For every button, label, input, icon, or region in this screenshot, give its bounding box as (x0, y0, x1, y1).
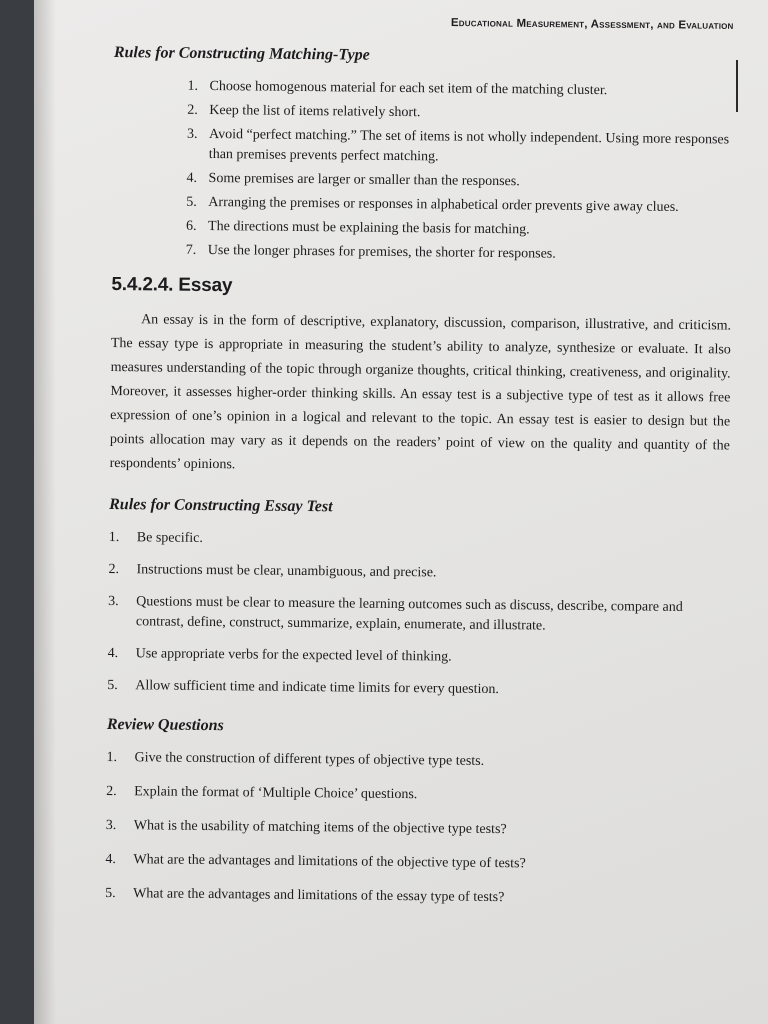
list-item-text: Use the longer phrases for premises, the shorter for responses. (207, 242, 556, 262)
list-item (186, 193, 732, 219)
list-item (108, 592, 728, 638)
list-item (106, 782, 726, 808)
list-number: 6. (186, 218, 197, 234)
list-item (108, 560, 728, 586)
list-item-text: Be specific. (136, 530, 203, 546)
review-questions-list (105, 748, 727, 910)
list-item-text: Give the construction of different types of objective type tests. (134, 750, 485, 769)
list-item (109, 528, 729, 554)
list-item-text: Avoid “perfect matching.” The set of items is not wholly independent. Using more responses than premises prevents perfect matching. (208, 127, 730, 165)
margin-bar (736, 60, 738, 112)
list-item-text: Some premises are larger or smaller than the responses. (208, 170, 520, 190)
essay-rules-heading: Rules for Constructing Essay Test (109, 495, 333, 516)
matching-rules-heading: Rules for Constructing Matching-Type (113, 44, 370, 64)
list-number: 2. (106, 783, 117, 800)
essay-paragraph: An essay is in the form of descriptive, explanatory, discussion, comparison, illustrative, and criticism. The essay type is appropriate in measuring the student’s ability to analyze, synthesize or evaluate. It also measures understanding of the topic through organize thoughts, critical thinking, creativeness, and originality. Moreover, it assesses higher-order thinking skills. An essay test is a subjective type of test as it allows free expression of one’s opinion in a logical and relevant to the topic. An essay test is easier to design but the points allocation may vary as it depends on the readers’ point of view on the quality and quantity of the respondents’ opinions. (109, 312, 732, 473)
list-number: 3. (105, 817, 117, 834)
list-item (186, 217, 732, 243)
list-item (106, 816, 726, 842)
list-number: 5. (107, 677, 118, 694)
list-number: 5. (105, 885, 116, 902)
list-number: 1. (106, 749, 118, 766)
list-item-text: Use appropriate verbs for the expected level of thinking. (135, 646, 452, 665)
review-questions-heading: Review Questions (106, 715, 224, 735)
list-item-text: Arranging the premises or responses in alphabetical order prevents give away clues. (208, 194, 679, 215)
list-item-text: Explain the format of ‘Multiple Choice’ questions. (134, 784, 418, 803)
running-head: Educational Measurement, Assessment, and Evaluation (451, 17, 734, 32)
list-item (187, 125, 733, 171)
list-item (107, 676, 727, 702)
list-item-text: Questions must be clear to measure the learning outcomes such as discuss, describe, compare and contrast, define, construct, summarize, explain, enumerate, and illustrate. (135, 594, 683, 634)
list-number: 7. (185, 242, 197, 258)
list-item (105, 850, 725, 876)
list-item-text: What are the advantages and limitations of the objective type of tests? (133, 852, 526, 872)
list-number: 4. (105, 851, 117, 868)
list-item-text: Keep the list of items relatively short. (209, 103, 421, 121)
list-item (186, 169, 732, 195)
page-content (105, 44, 734, 924)
list-item (186, 241, 732, 267)
list-item-text: Choose homogenous material for each set item of the matching cluster. (209, 79, 608, 99)
list-number: 3. (186, 126, 198, 142)
list-number: 5. (186, 194, 197, 210)
essay-section-title: 5.4.2.4. Essay (111, 273, 233, 297)
book-page (34, 0, 768, 1024)
matching-rules-list (186, 77, 734, 267)
essay-rules-list (107, 528, 729, 702)
list-item-text: What is the usability of matching items of the objective type tests? (133, 818, 507, 838)
list-number: 4. (107, 645, 119, 662)
page-gutter-shadow (34, 0, 56, 1024)
list-number: 4. (186, 170, 198, 186)
list-item-text: The directions must be explaining the basis for matching. (208, 218, 530, 238)
list-item-text: What are the advantages and limitations of the essay type of tests? (133, 886, 505, 906)
list-item (105, 884, 725, 910)
list-number: 1. (108, 529, 120, 546)
list-item (108, 644, 728, 670)
list-item (187, 77, 733, 103)
list-number: 3. (108, 593, 119, 610)
list-number: 1. (187, 78, 199, 94)
list-number: 2. (108, 561, 120, 578)
list-item (106, 748, 726, 774)
list-number: 2. (187, 102, 198, 118)
list-item-text: Allow sufficient time and indicate time limits for every question. (135, 678, 500, 698)
list-item (187, 101, 733, 127)
list-item-text: Instructions must be clear, unambiguous, and precise. (136, 562, 437, 581)
